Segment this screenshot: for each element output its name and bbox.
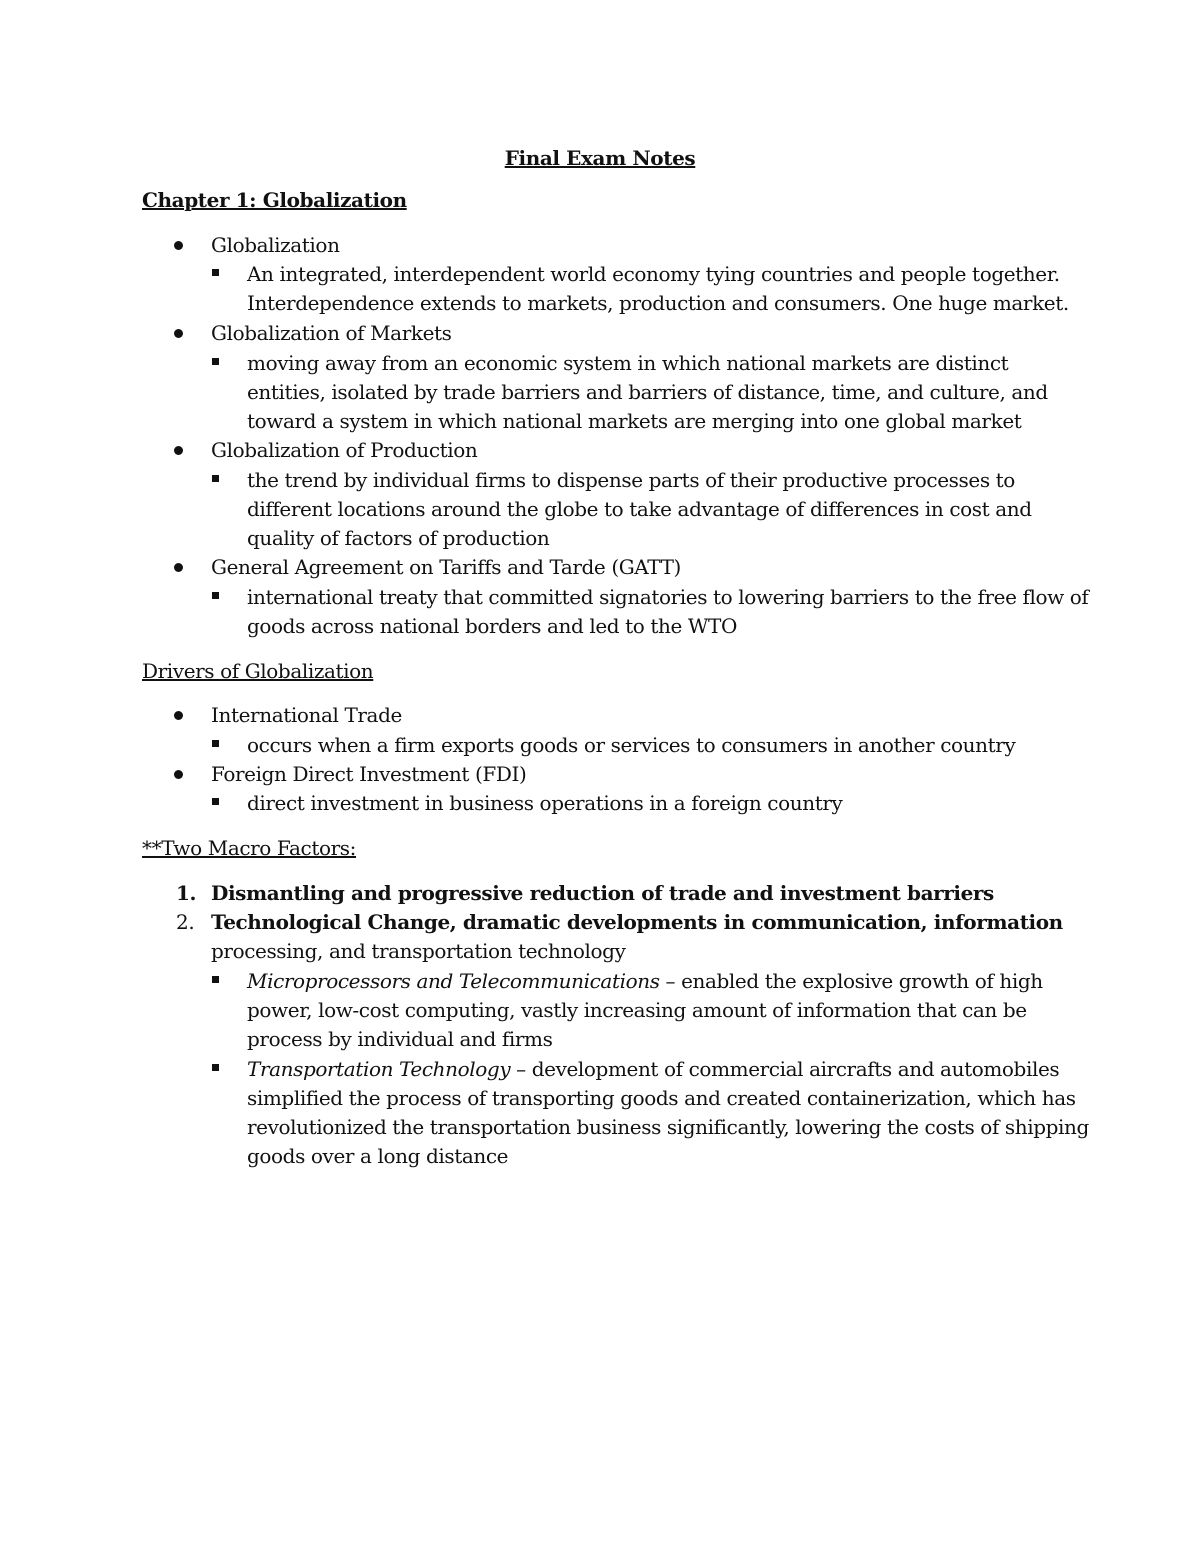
definition: – enabled the explosive growth of high: [659, 969, 1043, 993]
list-item: Globalization of Production: [211, 438, 478, 462]
list-item-text: An integrated, interdependent world economy tying countries and people together.: [247, 262, 1060, 286]
list-item-text: simplified the process of transporting goods and created containerization, which has: [247, 1086, 1076, 1110]
square-bullet-icon: [212, 592, 219, 599]
list-number: 2.: [176, 910, 195, 934]
list-item-text: goods over a long distance: [247, 1144, 509, 1168]
list-item-text: processing, and transportation technology: [211, 939, 626, 963]
chapter-heading: Chapter 1: Globalization: [142, 188, 407, 212]
list-item: General Agreement on Tariffs and Tarde (GATT): [211, 555, 681, 579]
square-bullet-icon: [212, 740, 219, 747]
definition: – development of commercial aircrafts and automobiles: [510, 1057, 1060, 1081]
bullet-icon: [174, 446, 183, 455]
square-bullet-icon: [212, 269, 219, 276]
bullet-icon: [174, 563, 183, 572]
list-item-text: [247, 1055, 1059, 1084]
list-item: Dismantling and progressive reduction of trade and investment barriers: [211, 881, 994, 905]
list-item-text: the trend by individual firms to dispense parts of their productive processes to: [247, 468, 1015, 492]
square-bullet-icon: [212, 1064, 219, 1071]
bullet-icon: [174, 711, 183, 720]
list-item-text: toward a system in which national markets are merging into one global market: [247, 409, 1022, 433]
list-item-text: revolutionized the transportation business significantly, lowering the costs of shipping: [247, 1115, 1089, 1139]
list-item-text: quality of factors of production: [247, 526, 550, 550]
list-item: Technological Change, dramatic developments in communication, information: [211, 910, 1063, 934]
list-item-text: moving away from an economic system in which national markets are distinct: [247, 351, 1009, 375]
list-item-text: international treaty that committed signatories to lowering barriers to the free flow of: [247, 585, 1089, 609]
drivers-heading: Drivers of Globalization: [142, 659, 374, 683]
square-bullet-icon: [212, 976, 219, 983]
bullet-icon: [174, 241, 183, 250]
bullet-icon: [174, 770, 183, 779]
list-item-text: process by individual and firms: [247, 1027, 553, 1051]
list-item-text: entities, isolated by trade barriers and barriers of distance, time, and culture, and: [247, 380, 1048, 404]
page-title: Final Exam Notes: [504, 146, 696, 170]
list-item: Globalization of Markets: [211, 321, 452, 345]
list-item-text: direct investment in business operations in a foreign country: [247, 791, 843, 815]
list-item: Foreign Direct Investment (FDI): [211, 762, 527, 786]
list-item-text: [247, 967, 1043, 996]
list-item-text: occurs when a firm exports goods or services to consumers in another country: [247, 733, 1016, 757]
square-bullet-icon: [212, 798, 219, 805]
list-item-text: goods across national borders and led to the WTO: [247, 614, 737, 638]
list-item-text: power, low-cost computing, vastly increasing amount of information that can be: [247, 998, 1027, 1022]
list-item: Globalization: [211, 233, 340, 257]
term: Transportation Technology: [247, 1057, 511, 1081]
list-item-text: Interdependence extends to markets, production and consumers. One huge market.: [247, 291, 1069, 315]
macro-heading: **Two Macro Factors:: [142, 836, 356, 860]
bullet-icon: [174, 329, 183, 338]
list-number: 1.: [176, 881, 197, 905]
list-item-text: different locations around the globe to take advantage of differences in cost and: [247, 497, 1032, 521]
square-bullet-icon: [212, 358, 219, 365]
square-bullet-icon: [212, 475, 219, 482]
term: Microprocessors and Telecommunications: [247, 969, 660, 993]
list-item: International Trade: [211, 703, 402, 727]
